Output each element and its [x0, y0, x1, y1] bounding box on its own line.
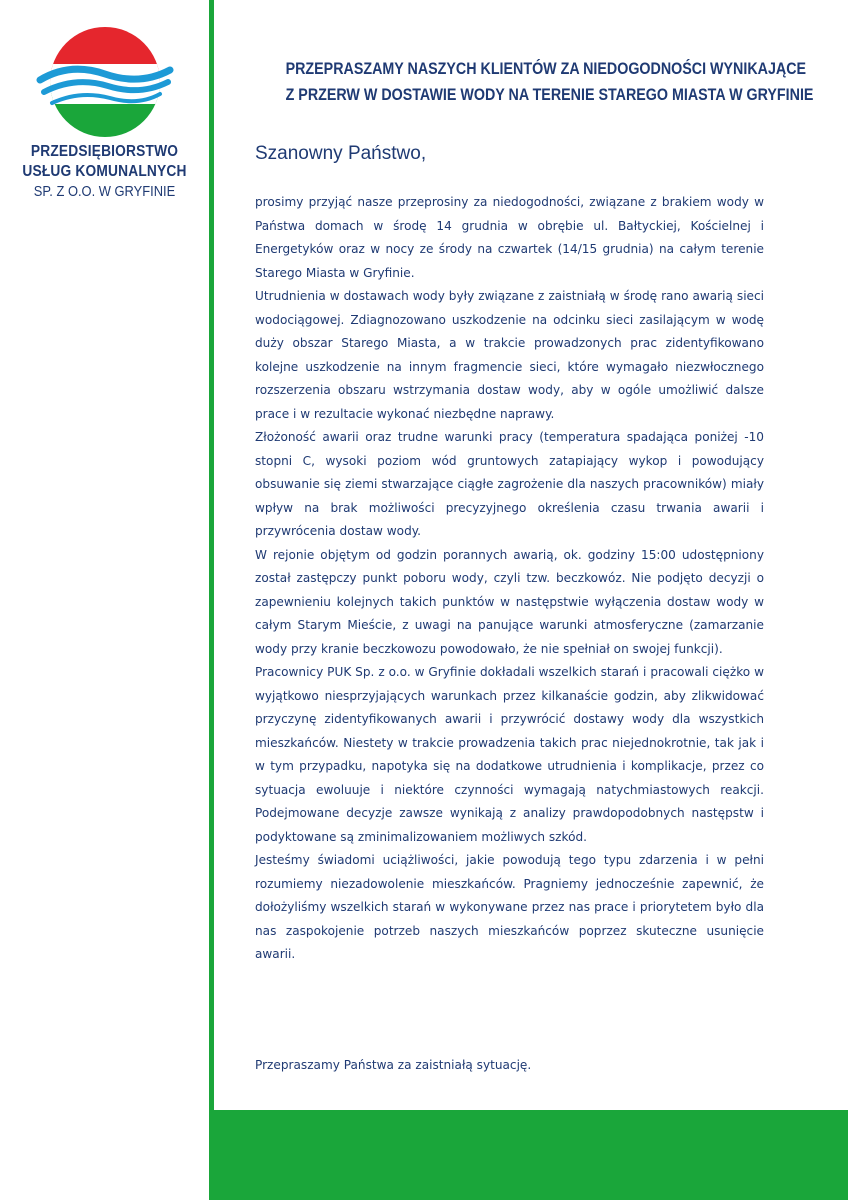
closing-line: Przepraszamy Państwa za zaistniałą sytuację. — [255, 1058, 532, 1072]
headline-line1: PRZEPRASZAMY NASZYCH KLIENTÓW ZA NIEDOGODNOŚCI WYNIKAJĄCE — [285, 59, 807, 78]
company-name-line2: USŁUG KOMUNALNYCH — [22, 163, 187, 180]
paragraph: prosimy przyjąć nasze przeprosiny za niedogodności, związane z brakiem wody w Państwa domach w środę 14 grudnia w obrębie ul. Bałtyckiej, Kościelnej i Energetyków oraz w nocy ze środy na czwartek (14/15 grudnia) na całym terenie Starego Miasta w Gryfinie. — [255, 195, 764, 280]
paragraph: Jesteśmy świadomi uciążliwości, jakie powodują tego typu zdarzenia i w pełni rozumiemy niezadowolenie mieszkańców. Pragniemy jednocześnie zapewnić, że dołożyliśmy wszelkich starań w wykonywane przez nas prace i priorytetem było dla nas zaspokojenie potrzeb naszych mieszkańców poprzez skuteczne usunięcie awarii. — [255, 853, 764, 961]
headline — [240, 56, 814, 108]
company-name-line1: PRZEDSIĘBIORSTWO — [30, 143, 179, 160]
company-name-line3: SP. Z O.O. W GRYFINIE — [33, 183, 176, 200]
letter-body — [255, 191, 764, 967]
footer-band — [209, 1110, 848, 1200]
sidebar — [0, 0, 209, 1200]
greeting: Szanowny Państwo, — [255, 143, 427, 164]
paragraph: Pracownicy PUK Sp. z o.o. w Gryfinie dokładali wszelkich starań i pracowali ciężko w wyjątkowo niesprzyjających warunkach przez kilkanaście godzin, aby zlikwidować przyczynę zidentyfikowanych awarii i przywrócić dostawy wody dla wszystkich mieszkańców. Niestety w trakcie prowadzenia takich prac niejednokrotnie, tak jak i w tym przypadku, napotyka się na dodatkowe utrudnienia i komplikacje, przez co sytuacja ewoluuje i niektóre czynności wymagają natychmiastowych reakcji. Podejmowane decyzje zawsze wynikają z analizy prawdopodobnych następstw i podyktowane są zminimalizowaniem możliwych szkód. — [255, 665, 764, 844]
headline-line2: Z PRZERW W DOSTAWIE WODY NA TERENIE STAREGO MIASTA W GRYFINIE — [285, 85, 814, 104]
company-name — [0, 142, 209, 202]
paragraph: Złożoność awarii oraz trudne warunki pracy (temperatura spadająca poniżej -10 stopni C, wysoki poziom wód gruntowych zatapiający wykop i powodujący obsuwanie się ziemi stwarzające ciągłe zagrożenie dla naszych pracowników) miały wpływ na brak możliwości precyzyjnego określenia czasu trwania awarii i przywrócenia dostaw wody. — [255, 430, 764, 538]
company-logo — [30, 22, 180, 142]
paragraph: W rejonie objętym od godzin porannych awarią, ok. godziny 15:00 udostępniony został zastępczy punkt poboru wody, czyli tzw. beczkowóz. Nie podjęto decyzji o zapewnieniu kolejnych takich punktów w następstwie wyłączenia dostaw wody w całym Starym Mieście, z uwagi na panujące warunki atmosferyczne (zamarzanie wody przy kranie beczkowozu powodowało, że nie spełniał on swojej funkcji). — [255, 547, 764, 656]
vertical-divider — [209, 0, 214, 1110]
paragraph: Utrudnienia w dostawach wody były związane z zaistniałą w środę rano awarią sieci wodociągowej. Zdiagnozowano uszkodzenie na odcinku sieci zasilającym w wodę duży obszar Starego Miasta, a w trakcie prowadzonych prac zidentyfikowano kolejne uszkodzenie na innym fragmencie sieci, które wymagało niezwłocznego rozszerzenia obszaru wstrzymania dostaw wody, aby w ogóle umożliwić dalsze prace i w rezultacie wykonać niezbędne naprawy. — [255, 289, 764, 421]
